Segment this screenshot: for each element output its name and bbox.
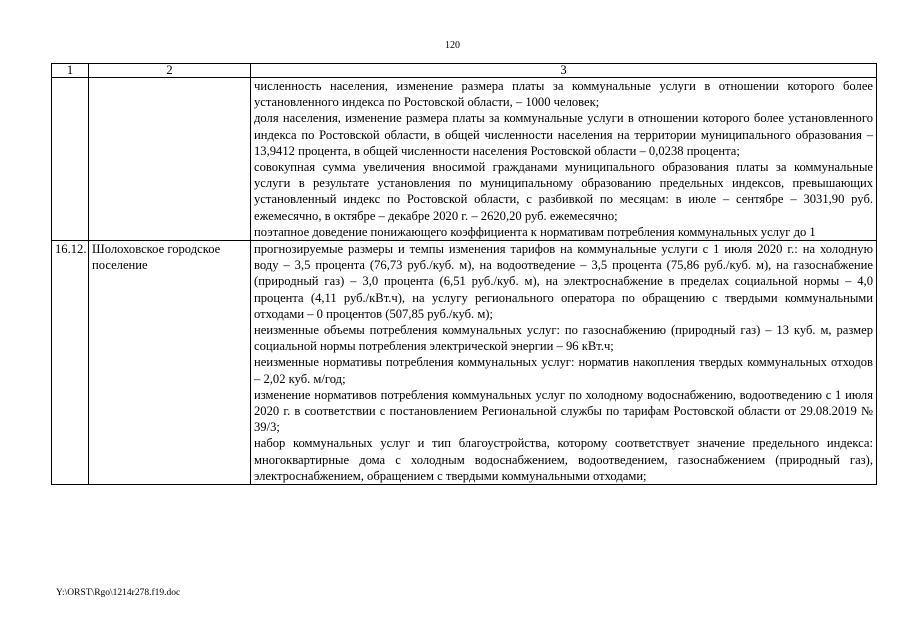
row-text-cell [251,78,877,241]
row-number-cell: 16.12. [52,241,89,485]
paragraph: неизменные объемы потребления коммунальных услуг: по газоснабжению (природный газ) – 13 куб. м, размер социальной нормы потребления электрической энергии – 96 кВт.ч; [254,323,873,354]
document-table [51,63,877,485]
paragraph: численность населения, изменение размера платы за коммунальные услуги в отношении которого более установленного индекса по Ростовской области, – 1000 человек; [254,79,873,110]
paragraph: поэтапное доведение понижающего коэффициента к нормативам потребления коммунальных услуг до 1 [254,224,816,239]
table-row [52,78,877,241]
table-row [52,241,877,485]
page-number: 120 [445,40,460,51]
row-number-cell [52,78,89,241]
file-path-footer: Y:\ORST\Rgo\1214r278.f19.doc [56,588,181,598]
paragraph: доля населения, изменение размера платы за коммунальные услуги в отношении которого более установленного индекса по Ростовской области, в общей численности населения на территории муниципального образования – 13,9412 процента, в общей численности населения Ростовской области – 0,0238 процента; [254,111,873,158]
row-text-cell [251,241,877,485]
row-name-cell [89,78,251,241]
header-cell-3: 3 [251,64,877,78]
row-name-cell: Шолоховское городское поселение [89,241,251,485]
paragraph: неизменные нормативы потребления коммунальных услуг: норматив накопления твердых коммунальных отходов – 2,02 куб. м/год; [254,355,873,386]
paragraph: совокупная сумма увеличения вносимой гражданами муниципального образования платы за коммунальные услуги в результате установления по муниципальному образованию предельных индексов, превышающих установленный индекс по Ростовской области, с разбивкой по месяцам: в июле – сентябре – 3031,90 руб. ежемесячно, в октябре – декабре 2020 г. – 2620,20 руб. ежемесячно; [254,160,873,223]
header-cell-1: 1 [52,64,89,78]
table-header-row [52,64,877,78]
header-cell-2: 2 [89,64,251,78]
paragraph: прогнозируемые размеры и темпы изменения тарифов на коммунальные услуги с 1 июля 2020 г.: на холодную воду – 3,5 процента (76,73 руб./куб. м), на водоотведение – 3,5 процента (75,86 руб./куб. м), на газоснабжение (природный газ) – 3,0 процента (6,51 руб./куб. м), на электроснабжение в пределах социальной нормы – 4,0 процента (4,11 руб./кВт.ч), на услугу регионального оператора по обращению с твердыми коммунальными отходами – 0 процентов (507,85 руб./куб. м); [254,242,873,321]
paragraph: набор коммунальных услуг и тип благоустройства, которому соответствует значение предельного индекса: многоквартирные дома с холодным водоснабжением, водоотведением, газоснабжением (природный газ), электроснабжением, обращением с твердыми коммунальными отходами; [254,436,873,483]
paragraph: изменение нормативов потребления коммунальных услуг по холодному водоснабжению, водоотведению с 1 июля 2020 г. в соответствии с постановлением Региональной службы по тарифам Ростовской области от 29.08.2019 № 39/3; [254,387,873,435]
